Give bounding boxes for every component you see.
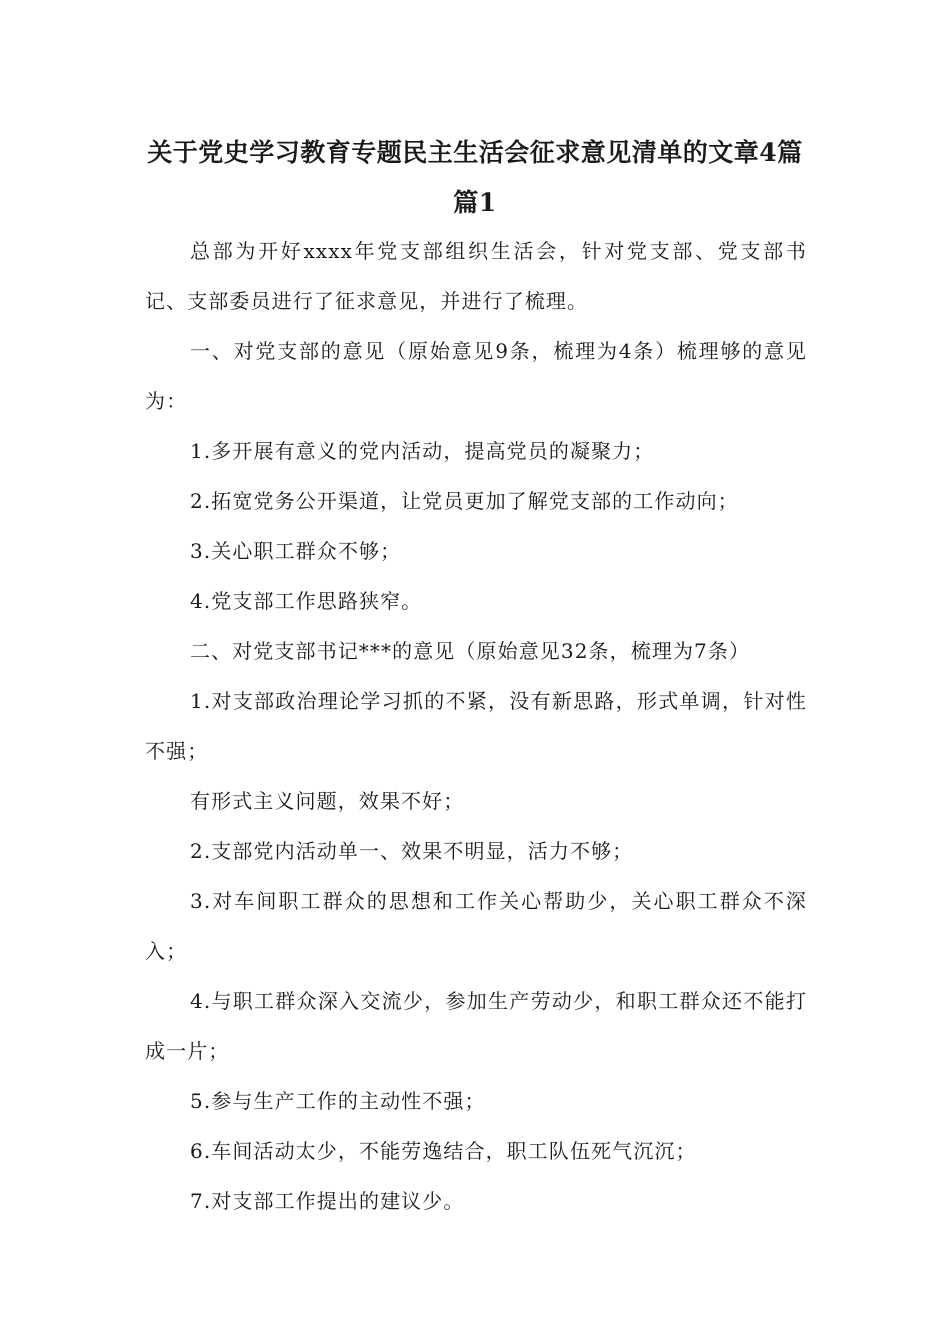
paragraph-intro: 总部为开好xxxx年党支部组织生活会，针对党支部、党支部书记、支部委员进行了征求意见，并进行了梳理。 <box>145 239 807 313</box>
document-body <box>145 226 807 1226</box>
document-title: 关于党史学习教育专题民主生活会征求意见清单的文章4篇 <box>147 138 803 167</box>
list-item: 4.党支部工作思路狭窄。 <box>190 589 423 613</box>
paragraph-section-one: 一、对党支部的意见（原始意见9条，梳理为4条）梳理够的意见为： <box>145 339 807 413</box>
list-item: 3.关心职工群众不够； <box>190 539 402 563</box>
list-item: 1.对支部政治理论学习抓的不紧，没有新思路，形式单调，针对性不强； <box>145 689 807 763</box>
list-item: 2.支部党内活动单一、效果不明显，活力不够； <box>190 839 634 863</box>
paragraph-section-two: 二、对党支部书记***的意见（原始意见32条，梳理为7条） <box>190 639 751 663</box>
list-item: 5.参与生产工作的主动性不强； <box>190 1089 486 1113</box>
list-item: 有形式主义问题，效果不好； <box>190 789 465 813</box>
list-item: 6.车间活动太少，不能劳逸结合，职工队伍死气沉沉； <box>190 1139 697 1163</box>
list-item: 2.拓宽党务公开渠道，让党员更加了解党支部的工作动向； <box>190 489 739 513</box>
list-item: 3.对车间职工群众的思想和工作关心帮助少，关心职工群众不深入； <box>145 889 807 963</box>
list-item: 7.对支部工作提出的建议少。 <box>190 1189 465 1213</box>
list-item: 4.与职工群众深入交流少，参加生产劳动少，和职工群众还不能打成一片； <box>145 989 807 1063</box>
list-item: 1.多开展有意义的党内活动，提高党员的凝聚力； <box>190 439 655 463</box>
section-heading: 篇1 <box>453 188 497 217</box>
